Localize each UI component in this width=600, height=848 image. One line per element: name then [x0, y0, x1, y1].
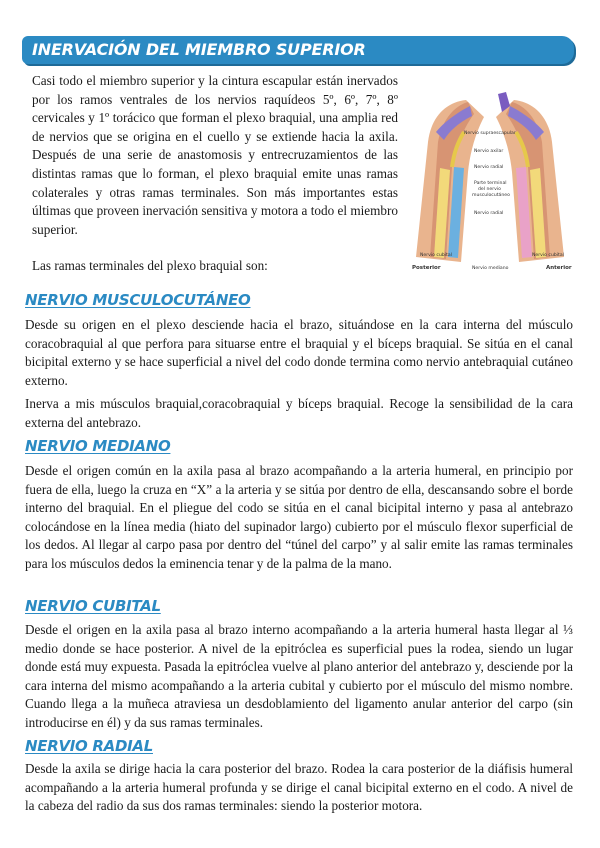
- title-banner: [22, 36, 574, 64]
- label-musculocutaneous-line-2: del nervio: [478, 187, 501, 192]
- label-musculocutaneous-line-1: Parte terminal: [474, 181, 507, 186]
- heading-ulnar: NERVIO CUBITAL: [25, 597, 161, 615]
- musculocutaneous-paragraph-2: Inerva a mis músculos braquial,coracobraquial y bíceps braquial. Recoge la sensibilidad de la cara externa del antebrazo.: [25, 396, 573, 430]
- label-radial-top: Nervio radial: [474, 165, 504, 170]
- ulnar-paragraph: Desde el origen en la axila pasa al brazo interno acompañando a la arteria humeral hasta llegar al ⅓ medio donde se hace posterior. A nivel de la epitróclea es superficial pues la rodea, siendo un lugar donde está muy expuesta. Pasada la epitróclea vuelve al plano anterior del antebrazo y, desciende por la cara interna del mismo acompañando a la arteria cubital y cubierto por el músculo del mismo nombre. Cuando llega a la muñeca atraviesa un desdoblamiento del ligamento anular anterior del carpo (sin introducirse en él) y da sus ramas terminales.: [25, 622, 573, 730]
- heading-musculocutaneous: NERVIO MUSCULOCUTÁNEO: [25, 291, 251, 309]
- label-ulnar-left: Nervio cubital: [420, 253, 452, 258]
- label-suprascapular: Nervio supraescapular: [464, 131, 516, 136]
- intro-paragraph-branches: Las ramas terminales del plexo braquial son:: [32, 258, 268, 273]
- label-anterior: Anterior: [546, 265, 572, 271]
- brachial-plexus-figure: [406, 72, 574, 272]
- label-musculocutaneous-line-3: musculocutáneo: [472, 193, 510, 198]
- heading-radial: NERVIO RADIAL: [25, 737, 153, 755]
- radial-paragraph: Desde la axila se dirige hacia la cara posterior del brazo. Rodea la cara posterior de la diáfisis humeral acompañando a la arteria humeral profunda y se dirige el canal bicipital externo en el codo. A nivel de la cabeza del radio da sus dos ramas terminales: siendo la posterior motora.: [25, 761, 573, 814]
- label-radial-mid: Nervio radial: [474, 211, 504, 216]
- arm-nerves-illustration: [406, 72, 574, 272]
- intro-paragraph: Casi todo el miembro superior y la cintura escapular están inervados por los ramos ventrales de los nervios raquídeos 5º, 6º, 7º, 8º cervicales y 1º torácico que forman el plexo braquial, una amplia red de nervios que se origina en el cuello y se extiende hacia la axila. Después de una serie de anastomosis y entrecruzamientos de las distintas ramas que lo forman, el plexo braquial emite unas ramas colaterales y otras ramas terminales. Son más importantes estas últimas que proveen inervación sensitiva y motora a todo el miembro superior.: [32, 73, 398, 237]
- label-ulnar-right: Nervio cubital: [532, 253, 564, 258]
- label-axillary: Nervio axilar: [474, 149, 504, 154]
- heading-median: NERVIO MEDIANO: [25, 437, 171, 455]
- median-paragraph: Desde el origen común en la axila pasa al brazo acompañando a la arteria humeral, en principio por fuera de ella, luego la cruza en “X” a la arteria y se sitúa por dentro de ella, descansando sobre el borde interno del braquial. En el pliegue del codo se sitúa en el canal bicipital interno y pasa al antebrazo colocándose en la línea media (hiato del supinador largo) cubierto por el músculo flexor superficial de los dedos. Al llegar al carpo pasa por dentro del “túnel del carpo” y al salir emite las ramas terminales para los músculos dedos la eminencia tenar y de la palma de la mano.: [25, 463, 573, 571]
- label-posterior: Posterior: [412, 265, 441, 271]
- label-median: Nervio mediano: [472, 266, 509, 271]
- page-title: INERVACIÓN DEL MIEMBRO SUPERIOR: [32, 40, 366, 59]
- musculocutaneous-paragraph-1: Desde su origen en el plexo desciende hacia el brazo, situándose en la cara interna del músculo coracobraquial al que perfora para situarse entre el braquial y el bíceps braquial. Se sitúa en el canal bicipital externo y se hace superficial a nivel del codo donde termina como nervio antebraquial cutáneo externo.: [25, 317, 573, 388]
